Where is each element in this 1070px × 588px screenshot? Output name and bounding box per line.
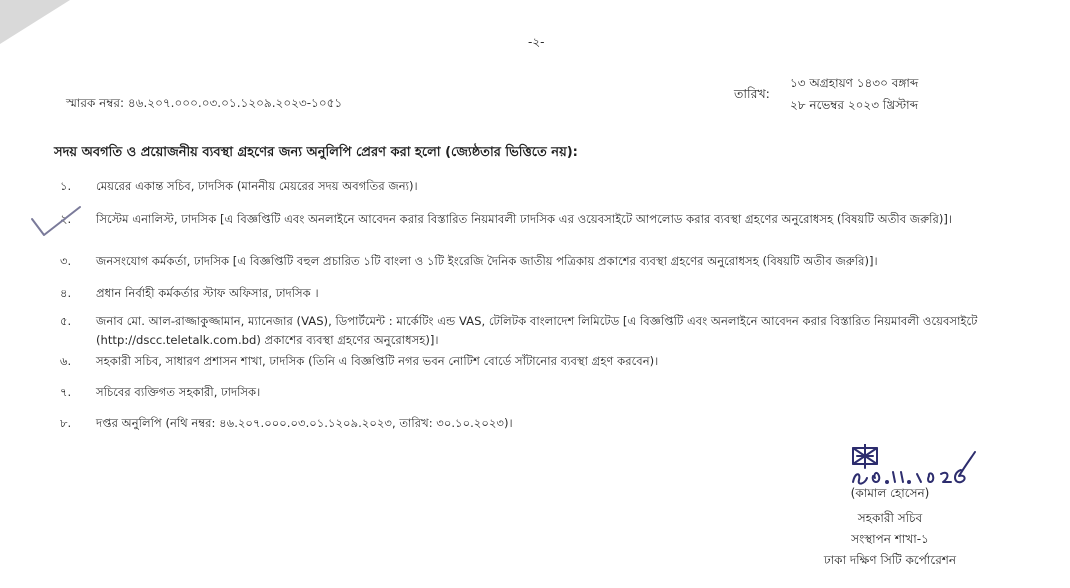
item-number: ৬.: [60, 354, 72, 368]
date-bangla: ১৩ অগ্রহায়ণ ১৪৩০ বঙ্গাব্দ: [790, 76, 919, 90]
memo-number: স্মারক নম্বর: ৪৬.২০৭.০০০.০৩.০১.১২০৯.২০২৩-১০৫১: [66, 96, 343, 110]
item-number: ৭.: [60, 385, 72, 399]
item-text: প্রধান নির্বাহী কর্মকর্তার স্টাফ অফিসার, ঢাদসিক ।: [96, 286, 319, 300]
item-text: দপ্তর অনুলিপি (নথি নম্বর: ৪৬.২০৭.০০০.০৩.০১.১২০৯.২০২৩, তারিখ: ৩০.১০.২০২৩)।: [96, 416, 513, 430]
item-number: ৫.: [60, 314, 72, 328]
item-text: সহকারী সচিব, সাধারণ প্রশাসন শাখা, ঢাদসিক (তিনি এ বিজ্ঞপ্তিটি নগর ভবন নোটিশ বোর্ডে সাঁটানোর ব্যবস্থা গ্রহণ করবেন)।: [96, 354, 659, 368]
item-number: ২.: [60, 212, 72, 226]
page-number: -২-: [528, 35, 545, 49]
signatory-organization: ঢাকা দক্ষিণ সিটি কর্পোরেশন: [823, 553, 957, 567]
date-english: ২৮ নভেম্বর ২০২৩ খ্রিস্টাব্দ: [790, 98, 918, 112]
item-number: ৪.: [60, 286, 72, 300]
page-corner-fold: [0, 0, 70, 44]
item-number: ১.: [60, 179, 72, 193]
item-number: ৩.: [60, 254, 72, 268]
item-number: ৮.: [60, 416, 72, 430]
signatory-branch: সংস্থাপন শাখা-১: [851, 532, 929, 546]
item-text: জনাব মো. আল-রাজ্জাকুজ্জামান, ম্যানেজার (VAS), ডিপার্টমেন্ট : মার্কেটিং এন্ড VAS, টেলিটক বাংলাদেশ লিমিটেড [এ বিজ্ঞপ্তিটি এবং অনলাইনে আবেদন করার বিস্তারিত নিয়মাবলী ওয়েবসাইটে (http://dscc.teletalk.com.bd) প্রকাশের ব্যবস্থা গ্রহণের অনুরোধসহ)]।: [96, 314, 978, 347]
distribution-heading: সদয় অবগতি ও প্রয়োজনীয় ব্যবস্থা গ্রহণের জন্য অনুলিপি প্রেরণ করা হলো (জ্যেষ্ঠতার ভিত্তিতে নয়):: [54, 145, 578, 160]
signatory-name: (কামাল হোসেন): [850, 486, 930, 500]
checkmark-icon: [30, 205, 82, 241]
handwritten-signature: [847, 444, 1007, 486]
item-text: মেয়রের একান্ত সচিব, ঢাদসিক (মাননীয় মেয়রের সদয় অবগতির জন্য)।: [96, 179, 418, 193]
date-label: তারিখ:: [734, 86, 770, 101]
signatory-title: সহকারী সচিব: [857, 511, 923, 525]
item-text: সিস্টেম এনালিস্ট, ঢাদসিক [এ বিজ্ঞপ্তিটি এবং অনলাইনে আবেদন করার বিস্তারিত নিয়মাবলী ঢাদসিক এর ওয়েবসাইটে আপলোড করার ব্যবস্থা গ্রহণের অনুরোধসহ (বিষয়টি অতীব জরুরি)]।: [96, 212, 953, 226]
item-text: সচিবের ব্যক্তিগত সহকারী, ঢাদসিক।: [96, 385, 261, 399]
item-text: জনসংযোগ কর্মকর্তা, ঢাদসিক [এ বিজ্ঞপ্তিটি বহুল প্রচারিত ১টি বাংলা ও ১টি ইংরেজি দৈনিক জাতীয় পত্রিকায় প্রকাশের ব্যবস্থা গ্রহণের অনুরোধসহ (বিষয়টি অতীব জরুরি)]।: [96, 254, 878, 268]
